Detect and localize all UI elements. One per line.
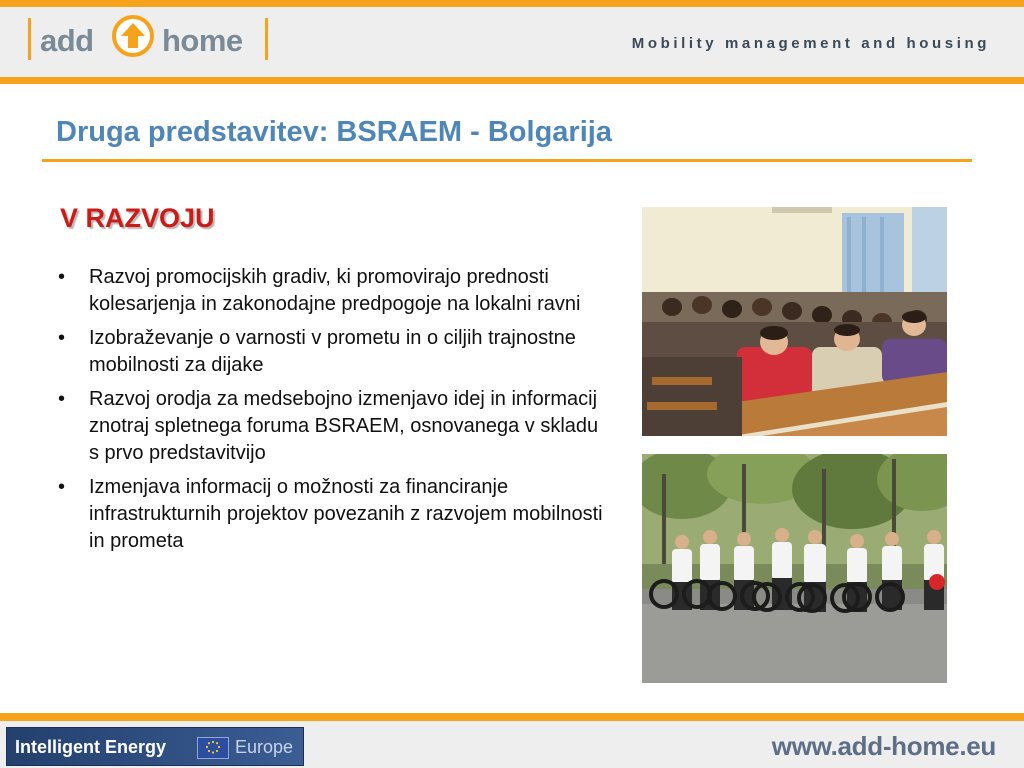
bullet-item (58, 386, 608, 467)
bullet-text: Razvoj orodja za medsebojno izmenjavo idej in informacij znotraj spletnega foruma BSRAEM, osnovanega v skladu s prvo predstavitvijo (89, 388, 599, 464)
bullet-dot: • (58, 388, 66, 410)
intelligent-energy-europe-logo (6, 727, 304, 766)
bullet-item (58, 264, 608, 318)
header-tagline: Mobility management and housing (631, 35, 990, 52)
iee-program-region: Europe (235, 737, 294, 757)
logo-right-bar (265, 18, 268, 60)
header-top-stripe (0, 0, 1024, 7)
bullet-dot: • (58, 327, 66, 349)
logo-word-add: add (40, 23, 94, 58)
eu-flag-icon (197, 737, 229, 759)
bullet-dot: • (58, 266, 66, 288)
slide-title: Druga predstavitev: BSRAEM - Bolgarija (56, 116, 612, 148)
bullet-text: Razvoj promocijskih gradiv, ki promovirajo prednosti kolesarjenja in zakonodajne predpogoje na lokalni ravni (89, 266, 581, 315)
website-url[interactable]: www.add-home.eu (771, 731, 996, 761)
logo-word-home: home (162, 23, 243, 58)
iee-program-name: Intelligent Energy (15, 737, 167, 757)
bullet-text: Izobraževanje o varnosti v prometu in o ciljih trajnostne mobilnosti za dijake (89, 327, 576, 376)
bullet-list (58, 264, 608, 562)
add-home-logo (28, 12, 276, 68)
bullet-text: Izmenjava informacij o možnosti za financiranje infrastrukturnih projektov povezanih z razvojem mobilnosti in prometa (89, 476, 603, 552)
header-bottom-stripe (0, 77, 1024, 84)
classroom-photo (642, 207, 947, 436)
bullet-dot: • (58, 476, 66, 498)
cyclists-photo (642, 454, 947, 683)
title-underline (42, 159, 972, 162)
slide-subtitle: V RAZVOJU (60, 203, 215, 233)
footer-top-stripe (0, 713, 1024, 721)
up-arrow-icon (112, 15, 154, 57)
bullet-item (58, 325, 608, 379)
bullet-item (58, 474, 608, 555)
logo-left-bar (28, 18, 31, 60)
